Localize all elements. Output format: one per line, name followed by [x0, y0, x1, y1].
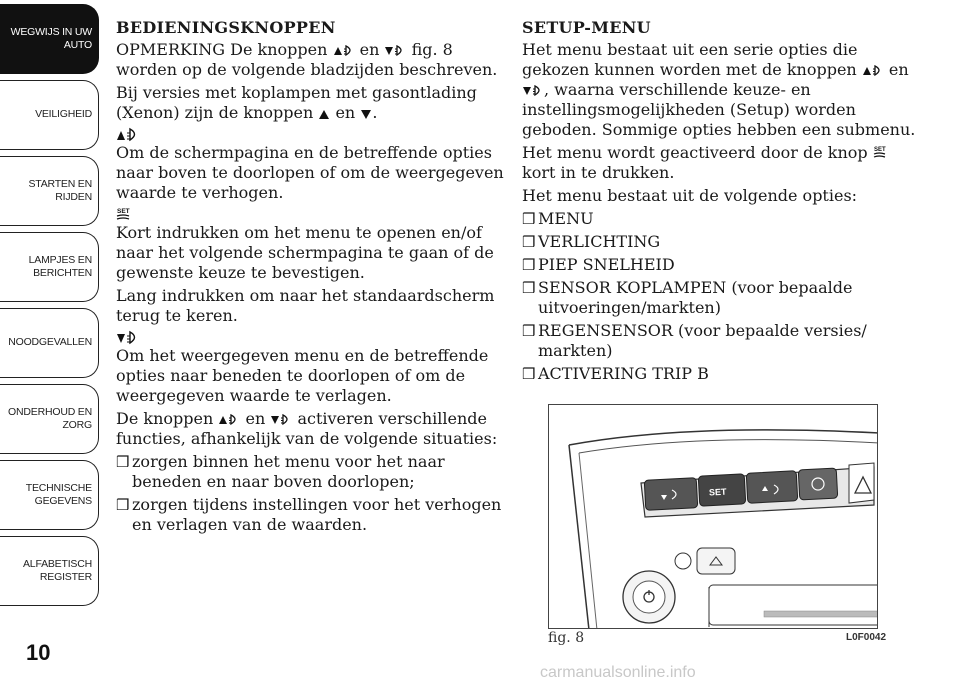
- checkbox-bullet-icon: ❒: [116, 453, 130, 471]
- tab-label: STARTEN EN RIJDEN: [28, 177, 92, 203]
- list-item: ❒ REGENSENSOR (voor bepaalde versies/ markten): [522, 321, 867, 360]
- section-heading: SETUP-MENU: [522, 18, 651, 37]
- tab-noodgevallen[interactable]: [0, 308, 99, 378]
- tab-label: ALFABETISCH REGISTER: [23, 557, 92, 583]
- left-column: [116, 18, 504, 538]
- up-button: [746, 471, 798, 504]
- note-paragraph: OPMERKING De knoppen en fig. 8 worden op de volgende bladzijden beschreven.: [116, 40, 498, 79]
- arrow-up-icon: [318, 108, 330, 120]
- watermark: carmanualsonline.info: [540, 664, 696, 681]
- tab-lampjes[interactable]: [0, 232, 99, 302]
- list-item: ❒ SENSOR KOPLAMPEN (voor bepaalde uitvoeringen/markten): [522, 278, 853, 317]
- down-description: Om het weergegeven menu en de betreffende opties naar beneden te doorlopen of om de weergegeven waarde te verlagen.: [116, 346, 489, 405]
- arrow-up-headlight-icon: [862, 63, 884, 77]
- checkbox-bullet-icon: ❒: [522, 322, 536, 340]
- chapter-tabs: [0, 0, 100, 640]
- setup-paragraph: Het menu bestaat uit een serie opties die gekozen kunnen worden met de knoppen en , waarna verschillende keuze- en instellingsmogelijkheden (Setup) worden geboden. Sommige opties hebben een submenu.: [522, 40, 916, 139]
- xenon-paragraph: Bij versies met koplampen met gasontlading (Xenon) zijn de knoppen en .: [116, 83, 477, 122]
- checkbox-bullet-icon: ❒: [522, 365, 536, 383]
- set-short-description: Kort indrukken om het menu te openen en/of naar het volgende schermpagina te gaan of de gewenste keuze te bevestigen.: [116, 223, 494, 282]
- checkbox-bullet-icon: ❒: [522, 233, 536, 251]
- options-intro: Het menu bestaat uit de volgende opties:: [522, 186, 858, 205]
- list-item: ❒ zorgen binnen het menu voor het naar beneden en naar boven doorlopen;: [116, 452, 445, 491]
- arrow-down-icon: [360, 108, 372, 120]
- eject-button: [697, 548, 735, 574]
- list-item: ❒ PIEP SNELHEID: [522, 255, 675, 274]
- set-button-icon: [116, 206, 134, 222]
- arrow-down-headlight-icon: [270, 412, 292, 426]
- figure-code: L0F0042: [846, 632, 887, 643]
- up-description: Om de schermpagina en de betreffende opties naar boven te doorlopen of om de weergegeven waarde te verhogen.: [116, 143, 504, 202]
- tab-label: TECHNISCHE GEGEVENS: [25, 481, 92, 507]
- checkbox-bullet-icon: ❒: [522, 279, 536, 297]
- section-heading: BEDIENINGSKNOPPEN: [116, 18, 336, 37]
- buttons-paragraph: De knoppen en activeren verschillende functies, afhankelijk van de volgende situaties:: [116, 409, 498, 448]
- tab-label: VEILIGHEID: [35, 108, 92, 121]
- arrow-up-headlight-icon: [333, 43, 355, 57]
- page-number: 10: [26, 640, 51, 665]
- arrow-up-headlight-icon: [218, 412, 240, 426]
- list-item: ❒ VERLICHTING: [522, 232, 661, 251]
- arrow-up-headlight-icon: [116, 126, 140, 142]
- right-column: [522, 18, 918, 387]
- tab-starten[interactable]: [0, 156, 99, 226]
- figure-dashboard-buttons: [548, 404, 878, 629]
- small-round-button: [675, 553, 691, 569]
- checkbox-bullet-icon: ❒: [116, 496, 130, 514]
- svg-text:SET: SET: [873, 147, 886, 153]
- svg-text:SET: SET: [117, 208, 130, 215]
- dashboard-illustration: [549, 405, 878, 629]
- activation-paragraph: Het menu wordt geactiveerd door de knop SET kort in te drukken.: [522, 143, 918, 183]
- arrow-down-headlight-icon: [522, 83, 544, 97]
- tab-register[interactable]: [0, 536, 99, 606]
- tab-label: LAMPJES EN BERICHTEN: [28, 253, 92, 279]
- checkbox-bullet-icon: ❒: [522, 210, 536, 228]
- tab-label: WEGWIJS IN UW AUTO: [10, 25, 92, 51]
- list-item: ❒ MENU: [522, 209, 594, 228]
- fog-light-button: [798, 468, 838, 500]
- tab-label: NOODGEVALLEN: [8, 336, 92, 349]
- tab-technische[interactable]: [0, 460, 99, 530]
- figure-caption: fig. 8: [548, 630, 585, 646]
- set-button-icon: [873, 145, 889, 160]
- list-item: ❒ zorgen tijdens instellingen voor het verhogen en verlagen van de waarden.: [116, 495, 502, 534]
- arrow-down-headlight-icon: [116, 329, 140, 345]
- tab-label: ONDERHOUD EN ZORG: [8, 405, 92, 431]
- arrow-down-headlight-icon: [384, 43, 406, 57]
- cd-slot: [709, 585, 878, 625]
- tab-onderhoud[interactable]: [0, 384, 99, 454]
- list-item: ❒ ACTIVERING TRIP B: [522, 364, 709, 383]
- set-label: SET: [708, 486, 727, 498]
- checkbox-bullet-icon: ❒: [522, 256, 536, 274]
- tab-wegwijs[interactable]: [0, 4, 99, 74]
- down-button: [644, 478, 697, 511]
- tab-veiligheid[interactable]: [0, 80, 99, 150]
- set-long-description: Lang indrukken om naar het standaardscherm terug te keren.: [116, 286, 495, 325]
